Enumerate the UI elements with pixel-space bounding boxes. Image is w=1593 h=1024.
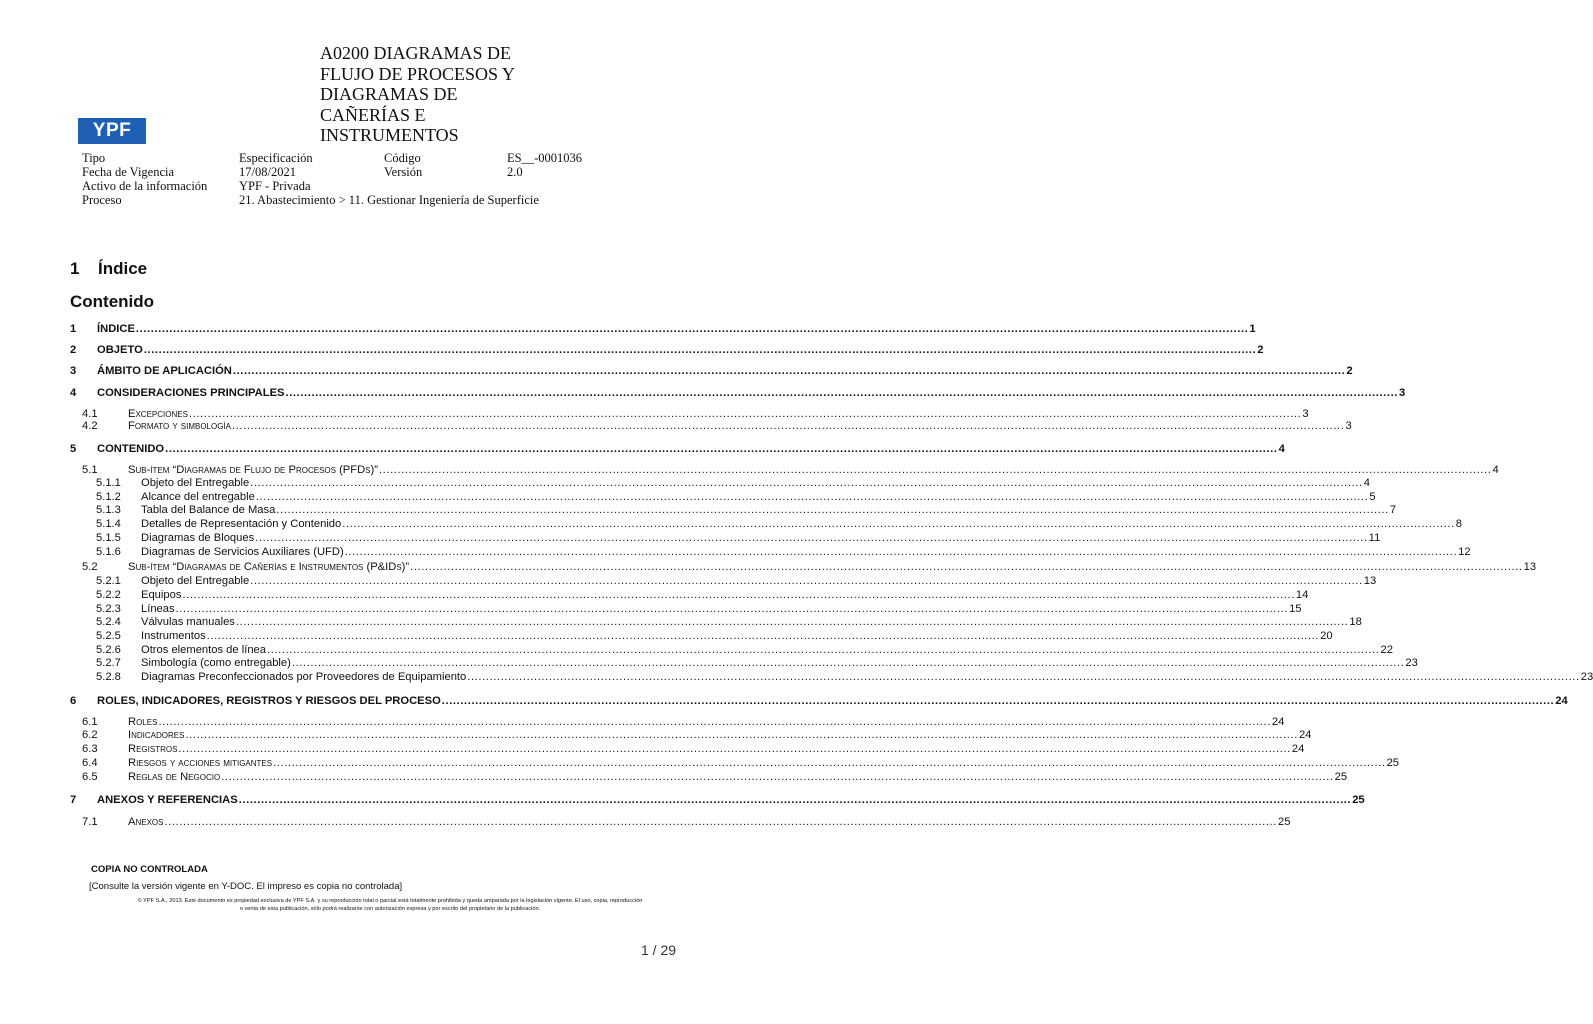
meta-label: Versión [384,165,423,179]
toc-entry-number: 5.1.4 [96,518,121,530]
toc-entry[interactable] [0,364,1353,378]
toc-entry-title: OBJETO [97,344,143,356]
toc-entry-number: 5.2 [82,561,98,573]
toc-entry-title: Diagramas Preconfeccionados por Proveedores de Equipamiento [141,671,467,683]
toc-entry[interactable] [0,588,1309,602]
toc-entry[interactable] [0,756,1400,770]
toc-entry-title: Indicadores [128,729,185,741]
toc-entry-title: Equipos [141,589,182,601]
toc-entry[interactable] [0,770,1348,784]
toc-dot-leader: ............................................................................................................................................................................................................................................................................................................ [182,589,1295,601]
toc-entry[interactable] [0,615,1362,629]
toc-dot-leader: ............................................................................................................................................................................................................................................................................................................ [135,323,1249,335]
toc-entry-title: Riesgos y acciones mitigantes [128,757,273,769]
toc-entry-page: 3 [1399,387,1406,399]
legal-line: o venta de esta publicación, sólo podrá realizarse con autorización expresa y por escrito del propietario de la publicación. [239,906,541,912]
toc-entry-page: 18 [1349,616,1362,628]
toc-entry-number: 6.5 [82,771,98,783]
toc-dot-leader: ............................................................................................................................................................................................................................................................................................................ [221,771,1334,783]
toc-entry[interactable] [0,694,1568,708]
toc-entry-page: 25 [1352,794,1365,806]
toc-entry-number: 5 [70,443,77,455]
toc-dot-leader: ............................................................................................................................................................................................................................................................................................................ [164,816,1277,828]
consult-notice: [Consulte la versión vigente en Y-DOC. El impreso es copia no controlada] [89,881,403,892]
toc-entry-page: 23 [1405,657,1418,669]
toc-dot-leader: ............................................................................................................................................................................................................................................................................................................ [410,561,1523,573]
toc-dot-leader: ............................................................................................................................................................................................................................................................................................................ [143,344,1257,356]
toc-entry-title: Objeto del Entregable [141,575,250,587]
toc-dot-leader: ............................................................................................................................................................................................................................................................................................................ [467,671,1580,683]
section-number: 1 [70,259,80,278]
meta-label: Tipo [82,151,106,165]
toc-entry[interactable] [0,574,1377,588]
toc-dot-leader: ............................................................................................................................................................................................................................................................................................................ [250,477,1363,489]
toc-dot-leader: ............................................................................................................................................................................................................................................................................................................ [206,630,1320,642]
meta-value: YPF - Privada [239,179,311,193]
toc-entry-title: Anexos [128,816,164,828]
toc-entry-number: 4 [70,387,77,399]
toc-entry-page: 24 [1271,716,1285,728]
toc-entry-number: 2 [70,344,77,356]
toc-entry[interactable] [0,793,1365,807]
toc-entry-title: Sub-ítem “Diagramas de Cañerías e Instrumentos (P&IDs)” [128,561,410,573]
toc-entry-number: 7 [70,794,77,806]
meta-value: ES__-0001036 [507,151,582,165]
toc-entry-title: Líneas [141,603,175,615]
document-title [320,43,550,146]
toc-entry[interactable] [0,490,1376,504]
toc-entry-page: 4 [1278,443,1285,455]
toc-entry-title: ÁMBITO DE APLICACIÓN [97,365,232,377]
toc-entry[interactable] [0,503,1397,517]
title-line: DIAGRAMAS DE [320,84,458,104]
toc-entry-page: 5 [1369,491,1376,503]
toc-entry-title: Roles [128,716,158,728]
title-line: INSTRUMENTOS [320,125,459,145]
toc-entry-page: 22 [1380,644,1393,656]
meta-label: Proceso [82,193,122,207]
toc-entry-number: 6.2 [82,729,98,741]
contents-heading: Contenido [70,292,155,311]
toc-entry-number: 5.1.6 [96,546,121,558]
toc-entry-number: 5.1.3 [96,504,121,516]
toc-entry-page: 24 [1291,743,1305,755]
toc-entry-page: 23 [1580,671,1593,683]
toc-entry-number: 5.2.4 [96,616,121,628]
toc-entry-title: Tabla del Balance de Masa [141,504,276,516]
toc-entry-title: Diagramas de Servicios Auxiliares (UFD) [141,546,344,558]
title-line: CAÑERÍAS E [320,104,426,125]
toc-entry[interactable] [0,386,1406,400]
toc-entry-page: 4 [1492,464,1499,476]
toc-dot-leader: ............................................................................................................................................................................................................................................................................................................ [238,794,1352,806]
toc-dot-leader: ............................................................................................................................................................................................................................................................................................................ [255,491,1369,503]
toc-dot-leader: ............................................................................................................................................................................................................................................................................................................ [165,443,1278,455]
toc-entry-page: 8 [1455,518,1462,530]
toc-entry[interactable] [0,343,1264,357]
toc-entry-page: 20 [1320,630,1333,642]
meta-value: 21. Abastecimiento > 11. Gestionar Ingeniería de Superficie [239,193,539,207]
toc-dot-leader: ............................................................................................................................................................................................................................................................................................................ [185,729,1298,741]
toc-entry-title: CONSIDERACIONES PRINCIPALES [97,387,285,399]
toc-entry-number: 5.2.2 [96,589,121,601]
toc-entry-number: 6.1 [82,716,98,728]
toc-entry-number: 7.1 [82,816,98,828]
toc-dot-leader: ............................................................................................................................................................................................................................................................................................................ [250,575,1363,587]
toc-entry-title: ANEXOS Y REFERENCIAS [97,794,238,806]
meta-value: 17/08/2021 [239,165,296,179]
meta-value: 2.0 [507,165,523,179]
toc-entry-number: 5.2.1 [96,575,121,587]
toc-entry[interactable] [0,656,1418,670]
toc-dot-leader: ............................................................................................................................................................................................................................................................................................................ [235,616,1349,628]
toc-entry-title: ÍNDICE [97,323,135,335]
toc-entry[interactable] [0,442,1285,456]
meta-label: Activo de la información [82,179,208,193]
legal-notice [90,897,690,913]
toc-dot-leader: ............................................................................................................................................................................................................................................................................................................ [291,657,1405,669]
toc-entry[interactable] [0,531,1381,545]
toc-entry[interactable] [0,545,1471,559]
toc-dot-leader: ............................................................................................................................................................................................................................................................................................................ [188,408,1302,420]
page-number: 1 / 29 [641,942,677,958]
toc-entry[interactable] [0,602,1302,616]
toc-entry-page: 1 [1249,323,1256,335]
toc-entry[interactable] [0,643,1393,657]
section-title: Índice [98,259,148,278]
toc-dot-leader: ............................................................................................................................................................................................................................................................................................................ [267,644,1380,656]
toc-entry-title: ROLES, INDICADORES, REGISTROS Y RIESGOS DEL PROCESO [97,695,441,707]
toc-dot-leader: ............................................................................................................................................................................................................................................................................................................ [285,387,1398,399]
toc-entry-title: Alcance del entregable [141,491,255,503]
toc-entry[interactable] [0,715,1285,729]
meta-value: Especificación [239,151,313,165]
toc-entry-title: Objeto del Entregable [141,477,250,489]
toc-entry-page: 25 [1277,816,1291,828]
toc-entry-page: 4 [1363,477,1370,489]
toc-entry-page: 7 [1389,504,1397,516]
toc-entry[interactable] [0,517,1462,531]
ypf-logo: YPF [78,118,146,144]
toc-entry-page: 25 [1386,757,1400,769]
toc-entry-number: 5.2.8 [96,671,121,683]
toc-dot-leader: ............................................................................................................................................................................................................................................................................................................ [273,757,1386,769]
toc-entry-page: 15 [1289,603,1302,615]
toc-entry[interactable] [0,560,1537,574]
toc-entry-title: Otros elementos de línea [141,644,266,656]
toc-entry-page: 24 [1555,695,1568,707]
toc-dot-leader: ............................................................................................................................................................................................................................................................................................................ [342,518,1455,530]
toc-entry-title: Excepciones [128,408,188,420]
toc-entry-title: Sub-ítem “Diagramas de Flujo de Procesos (PFDs)” [128,464,378,476]
toc-entry-number: 6.3 [82,743,98,755]
toc-entry-number: 5.2.3 [96,603,121,615]
toc-entry-page: 13 [1363,575,1377,587]
toc-entry-title: CONTENIDO [97,443,165,455]
toc-entry-title: Formato y simbología [128,420,231,432]
toc-entry-page: 11 [1368,532,1381,544]
toc-entry[interactable] [0,815,1291,829]
toc-entry[interactable] [0,463,1499,477]
toc-dot-leader: ............................................................................................................................................................................................................................................................................................................ [178,743,1291,755]
toc-entry-number: 5.1 [82,464,98,476]
meta-label: Fecha de Vigencia [82,165,175,179]
toc-entry-title: Detalles de Representación y Contenido [141,518,342,530]
toc-entry[interactable] [0,629,1333,643]
toc-entry-page: 2 [1346,365,1353,377]
toc-entry-number: 4.1 [82,408,98,420]
section-heading [70,259,147,279]
toc-dot-leader: ............................................................................................................................................................................................................................................................................................................ [232,365,1346,377]
toc-entry-number: 4.2 [82,420,98,432]
toc-entry-number: 5.1.1 [96,477,121,489]
toc-entry[interactable] [0,728,1312,742]
toc-entry[interactable] [0,476,1370,490]
toc-entry-title: Diagramas de Bloques [141,532,255,544]
toc-entry-title: Instrumentos [141,630,206,642]
toc-entry-number: 3 [70,365,77,377]
toc-entry-title: Válvulas manuales [141,616,235,628]
toc-entry-page: 24 [1298,729,1312,741]
toc-entry-page: 14 [1295,589,1309,601]
toc-entry-number: 5.2.7 [96,657,121,669]
toc-entry-title: Registros [128,743,178,755]
toc-entry-page: 13 [1523,561,1537,573]
toc-entry-number: 5.2.6 [96,644,121,656]
uncontrolled-copy-notice: COPIA NO CONTROLADA [91,864,208,875]
toc-dot-leader: ............................................................................................................................................................................................................................................................................................................ [344,546,1458,558]
toc-dot-leader: ............................................................................................................................................................................................................................................................................................................ [378,464,1492,476]
toc-dot-leader: ............................................................................................................................................................................................................................................................................................................ [158,716,1271,728]
toc-entry-number: 5.2.5 [96,630,121,642]
toc-entry-number: 6 [70,695,77,707]
toc-dot-leader: ............................................................................................................................................................................................................................................................................................................ [232,420,1345,432]
toc-entry-page: 25 [1334,771,1348,783]
title-line: FLUJO DE PROCESOS Y [320,63,515,84]
toc-entry[interactable] [0,742,1305,756]
toc-entry[interactable] [0,322,1256,336]
toc-entry-page: 12 [1458,546,1471,558]
toc-entry-title: Simbología (como entregable) [141,657,291,669]
toc-entry[interactable] [0,419,1352,433]
toc-entry-number: 6.4 [82,757,98,769]
toc-dot-leader: ............................................................................................................................................................................................................................................................................................................ [175,603,1289,615]
meta-label: Código [384,151,421,165]
toc-dot-leader: ............................................................................................................................................................................................................................................................................................................ [255,532,1368,544]
toc-entry[interactable] [0,670,1593,684]
toc-dot-leader: ............................................................................................................................................................................................................................................................................................................ [276,504,1389,516]
title-line: A0200 DIAGRAMAS DE [320,43,512,63]
toc-entry-page: 3 [1345,420,1352,432]
legal-line: © YPF S.A., 2013. Este documento es propiedad exclusiva de YPF S.A. y su reproducción total o parcial está totalmente prohibida y queda amparada por la legislación vigente. El uso, copia, reproducción [137,898,643,904]
toc-entry-number: 5.1.2 [96,491,121,503]
toc-entry-number: 5.1.5 [96,532,121,544]
toc-dot-leader: ............................................................................................................................................................................................................................................................................................................ [441,695,1555,707]
toc-entry-number: 1 [70,323,77,335]
toc-entry-title: Reglas de Negocio [128,771,221,783]
toc-entry-page: 3 [1302,408,1309,420]
toc-entry-page: 2 [1257,344,1264,356]
